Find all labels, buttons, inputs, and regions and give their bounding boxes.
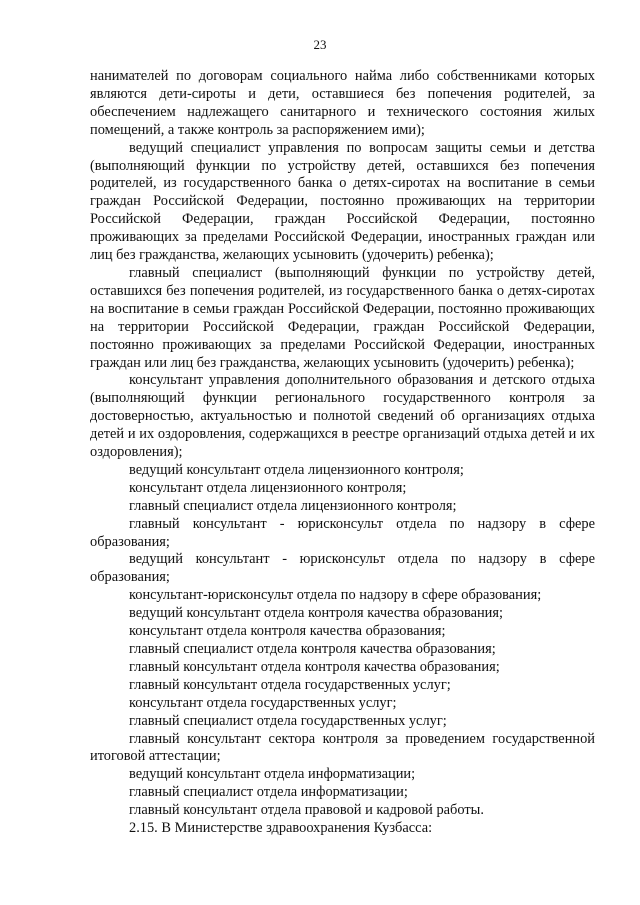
paragraph: главный специалист отдела контроля качества образования; <box>129 641 496 657</box>
paragraph: ведущий консультант отдела информатизации; <box>129 766 416 783</box>
paragraph: ведущий консультант отдела контроля качества образования; <box>129 605 503 622</box>
paragraph: 2.15. В Министерстве здравоохранения Кузбасса: <box>129 820 433 837</box>
paragraph: главный специалист (выполняющий функции по устройству детей, оставшихся без попечения родителей, из государственного банка о детях-сиротах на воспитание в семьи граждан Российской Федерации, постоянно проживающих на территории Российской Федерации, граждан Российской Федерации, постоянно проживающих за пределами Российской Федерации, иностранных граждан или лиц без гражданства, желающих усыновить (удочерить) ребенка); <box>90 264 595 371</box>
paragraph: консультант-юрисконсульт отдела по надзору в сфере образования; <box>129 587 542 604</box>
paragraph: главный специалист отдела лицензионного контроля; <box>129 497 457 514</box>
paragraph: главный консультант отдела контроля качества образования; <box>129 658 500 675</box>
paragraph: главный консультант - юрисконсульт отдела по надзору в сфере образования; <box>90 515 595 550</box>
paragraph: главный специалист отдела государственных услуг; <box>129 712 447 729</box>
paragraph: консультант отдела государственных услуг; <box>129 694 397 711</box>
paragraph: консультант управления дополнительного образования и детского отдыха (выполняющий функции регионального государственного контроля за достоверностью, актуальностью и полнотой сведений об организациях отдыха детей и их оздоровления, содержащихся в реестре организаций отдыха детей и их оздоровления); <box>90 372 595 461</box>
paragraph: ведущий специалист управления по вопросам защиты семьи и детства (выполняющий функции по устройству детей, оставшихся без попечения родителей, из государственного банка о детях-сиротах на воспитание в семьи граждан Российской Федерации, постоянно проживающих на территории Российской Федерации, граждан Российской Федерации, постоянно проживающих за пределами Российской Федерации, иностранных граждан или лиц без гражданства, желающих усыновить (удочерить) ребенка); <box>90 139 595 264</box>
paragraph: главный консультант отдела правовой и кадровой работы. <box>129 802 484 819</box>
paragraph: главный консультант отдела государственных услуг; <box>129 676 451 693</box>
document-body <box>90 68 595 838</box>
page-number: 23 <box>313 37 327 52</box>
paragraph: главный специалист отдела информатизации; <box>129 784 408 801</box>
paragraph: консультант отдела лицензионного контроля; <box>129 479 407 496</box>
paragraph: ведущий консультант отдела лицензионного контроля; <box>129 461 464 478</box>
paragraph: консультант отдела контроля качества образования; <box>129 623 446 640</box>
paragraph: ведущий консультант - юрисконсульт отдела по надзору в сфере образования; <box>90 551 595 586</box>
paragraph: нанимателей по договорам социального найма либо собственниками которых являются дети-сироты и дети, оставшиеся без попечения родителей, за обеспечением надлежащего санитарного и технического состояния жилых помещений, а также контроль за распоряжением ими); <box>90 68 595 138</box>
paragraph: главный консультант сектора контроля за проведением государственной итоговой аттестации; <box>90 730 595 765</box>
